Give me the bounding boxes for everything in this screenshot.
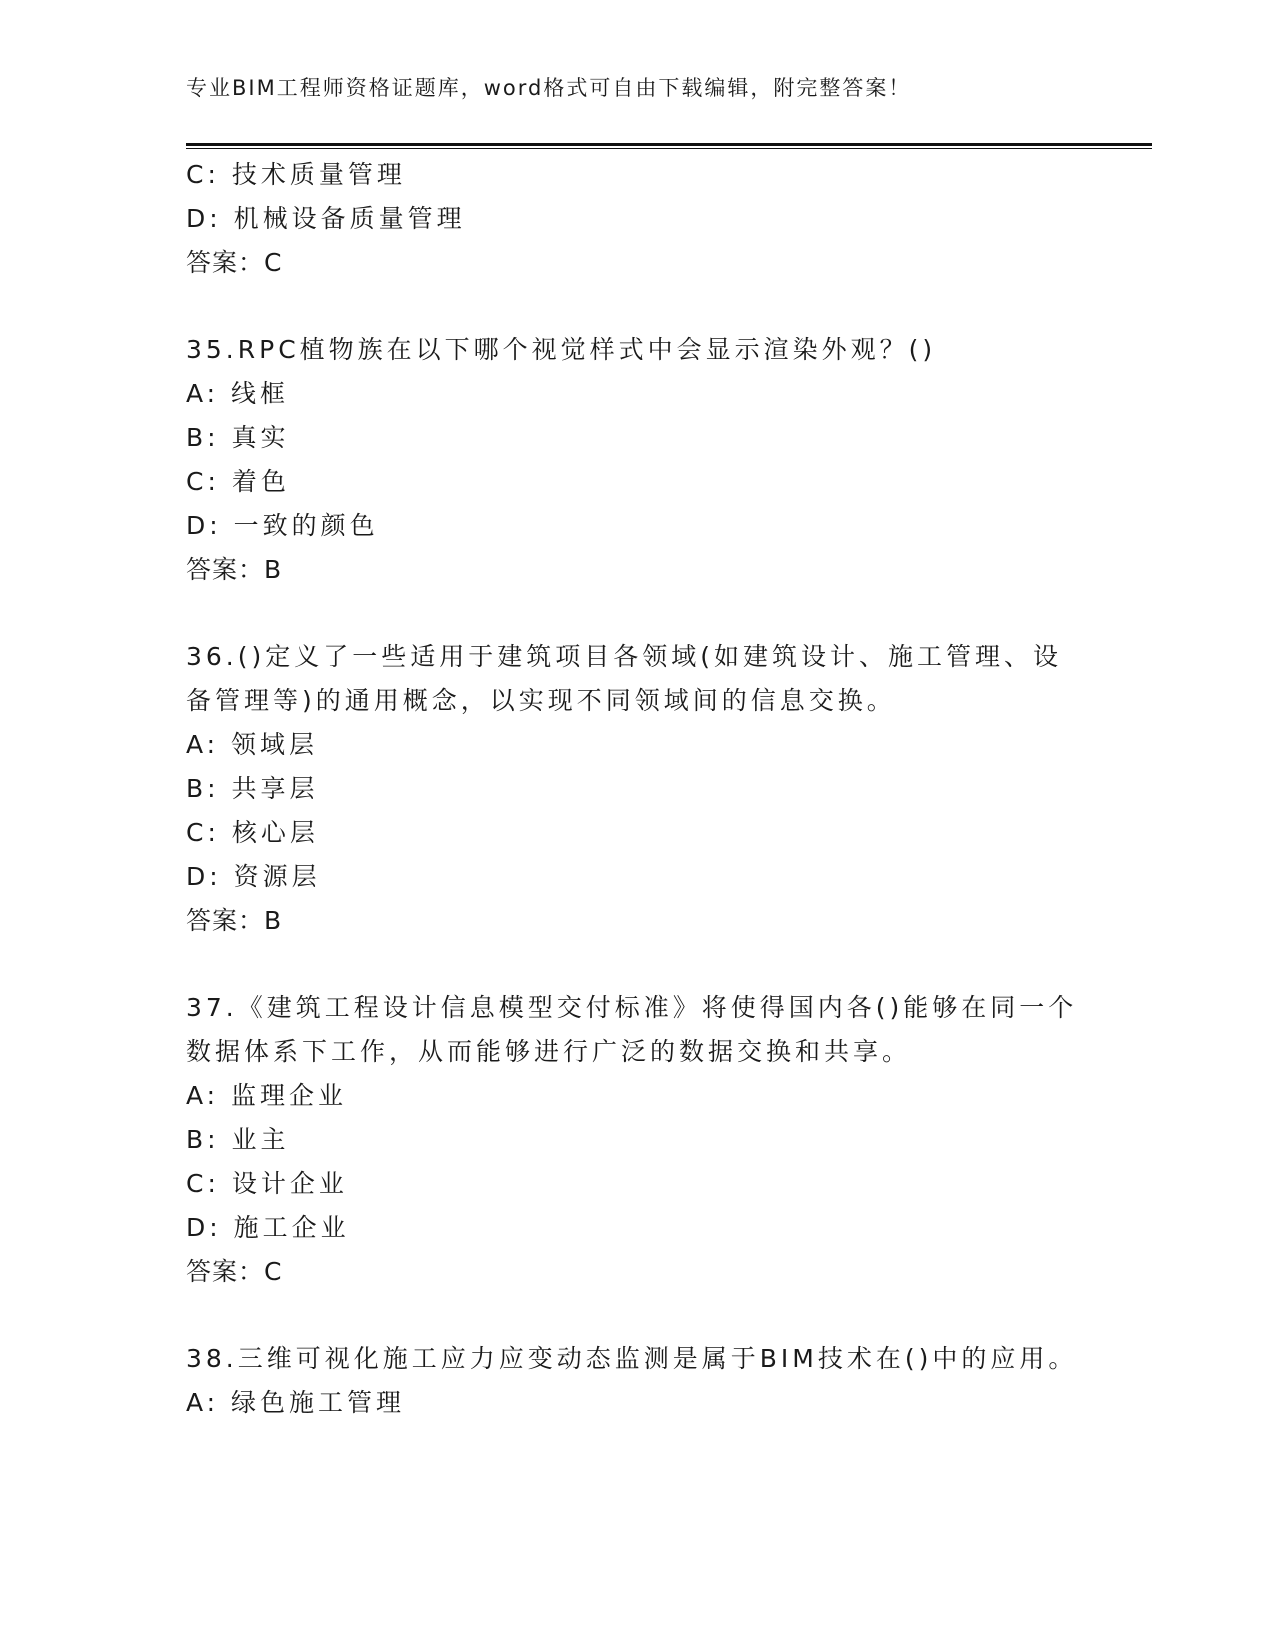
q35-option-d: D: 一致的颜色 [186,511,379,540]
header-rule-thin [186,148,1152,149]
q35-option-b: B: 真实 [186,423,290,452]
q36-option-a: A: 领域层 [186,730,319,759]
q37-option-a: A: 监理企业 [186,1081,348,1110]
q37-option-b: B: 业主 [186,1125,290,1154]
q36-answer: 答案：B [186,906,283,935]
q34-option-c: C: 技术质量管理 [186,160,406,189]
q36-question-line1: 36.()定义了一些适用于建筑项目各领域(如建筑设计、施工管理、设 [186,642,1063,671]
page-header: 专业BIM工程师资格证题库，word格式可自由下载编辑，附完整答案！ [186,76,912,100]
header-rule-thick [186,143,1152,146]
q37-option-d: D: 施工企业 [186,1213,350,1242]
q38-question: 38.三维可视化施工应力应变动态监测是属于BIM技术在()中的应用。 [186,1344,1078,1373]
q37-question-line1: 37.《建筑工程设计信息模型交付标准》将使得国内各()能够在同一个 [186,993,1078,1022]
q38-option-a: A: 绿色施工管理 [186,1388,406,1417]
q34-option-d: D: 机械设备质量管理 [186,204,466,233]
q34-answer: 答案：C [186,248,283,277]
q36-option-b: B: 共享层 [186,774,319,803]
q37-question-line2: 数据体系下工作，从而能够进行广泛的数据交换和共享。 [186,1037,912,1066]
q36-option-c: C: 核心层 [186,818,319,847]
q36-question-line2: 备管理等)的通用概念，以实现不同领域间的信息交换。 [186,686,896,715]
q36-option-d: D: 资源层 [186,862,321,891]
q35-answer: 答案：B [186,555,283,584]
q35-option-a: A: 线框 [186,379,290,408]
q37-answer: 答案：C [186,1257,283,1286]
q35-option-c: C: 着色 [186,467,290,496]
q35-question: 35.RPC植物族在以下哪个视觉样式中会显示渲染外观？() [186,335,937,364]
q37-option-c: C: 设计企业 [186,1169,348,1198]
